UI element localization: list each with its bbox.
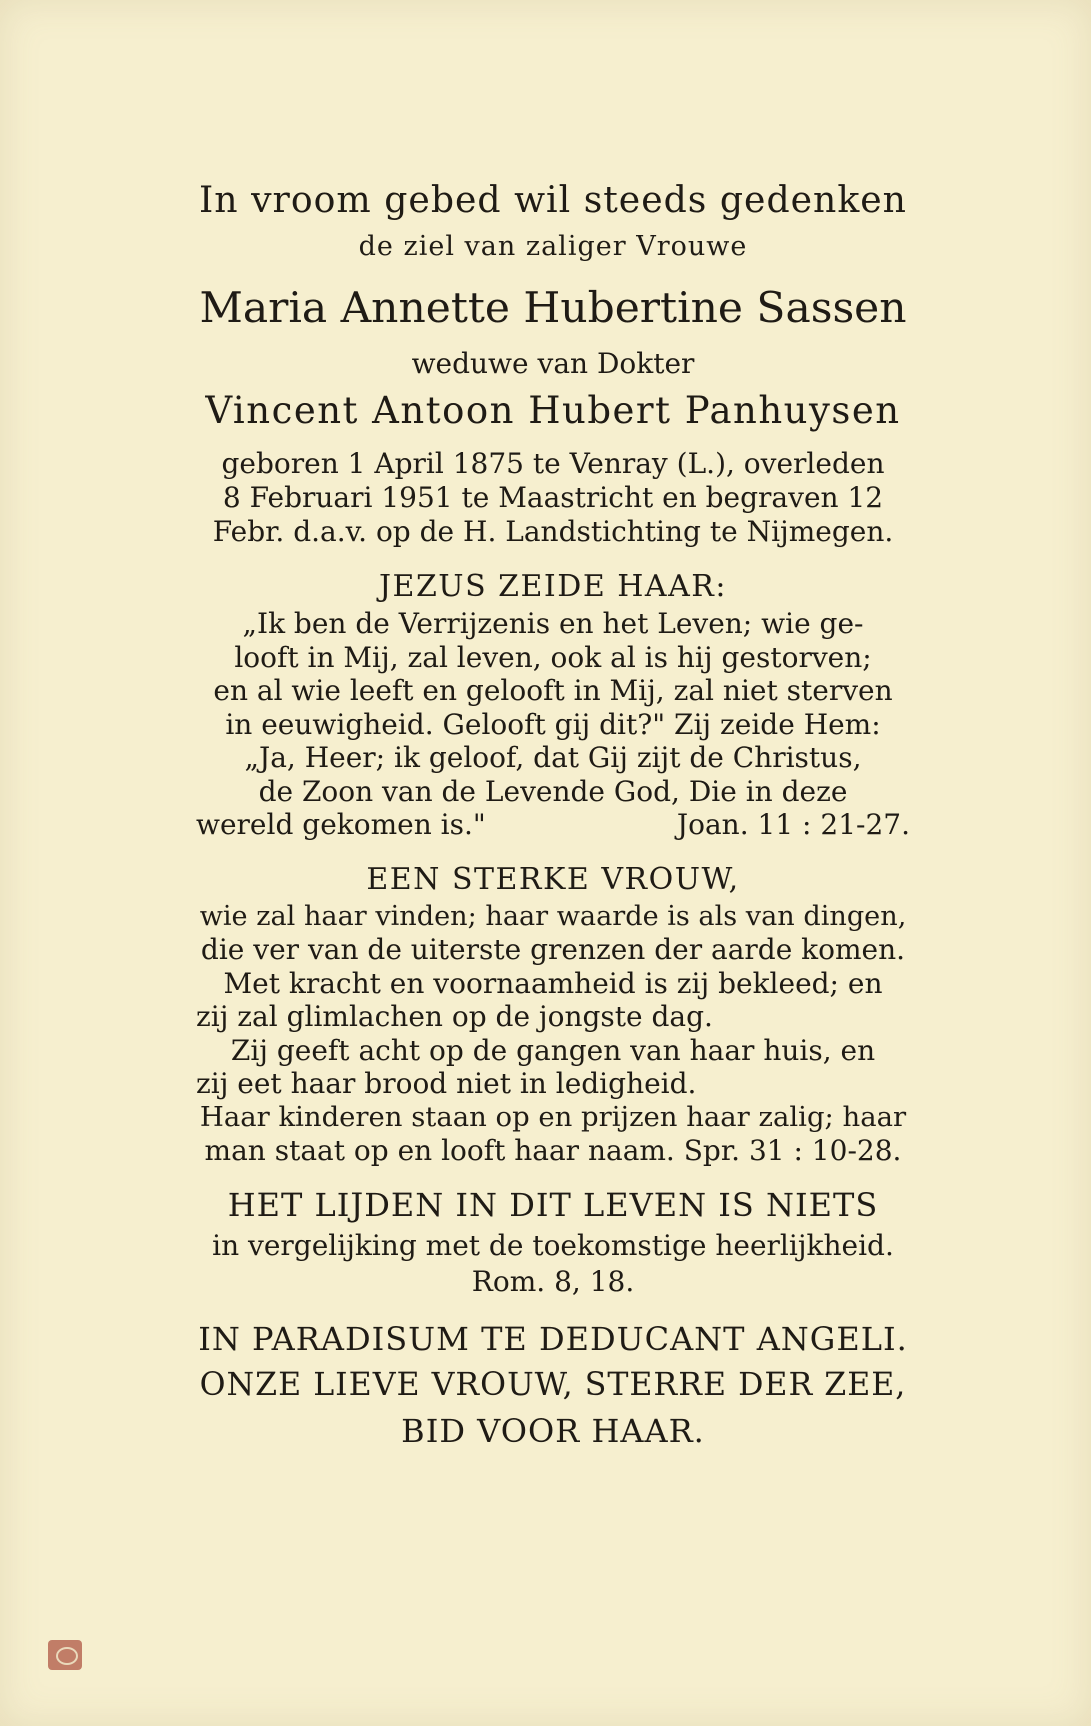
bio-line: Febr. d.a.v. op de H. Landstichting te Nijmegen.	[212, 515, 894, 548]
bio-line: 8 Februari 1951 te Maastricht en begraven 12	[222, 481, 884, 514]
closing-prayer	[196, 1316, 910, 1454]
section3-line: in vergelijking met de toekomstige heerlijkheid.	[212, 1228, 894, 1262]
collection-stamp-icon	[48, 1640, 82, 1670]
verse-line: looft in Mij, zal leven, ook al is hij gestorven;	[234, 640, 872, 674]
scripture-reference: Joan. 11 : 21-27.	[676, 808, 910, 841]
verse-line: „Ja, Heer; ik geloof, dat Gij zijt de Christus,	[244, 741, 862, 774]
verse-last-line	[196, 808, 910, 842]
verse-line: „Ik ben de Verrijzenis en het Leven; wie ge-	[242, 607, 864, 640]
verse-line: in eeuwigheid. Gelooft gij dit?" Zij zeide Hem:	[225, 707, 881, 741]
verse-line: en al wie leeft en gelooft in Mij, zal niet sterven	[213, 674, 893, 707]
intro-line: In vroom gebed wil steeds gedenken	[199, 178, 907, 221]
verse-line: wereld gekomen is."	[196, 808, 486, 841]
section2-heading: EEN STERKE VROUW,	[366, 861, 740, 897]
verse-line: zij zal glimlachen op de jongste dag.	[196, 1000, 713, 1033]
card-text	[196, 175, 910, 1454]
verse-line: Zij geeft acht op de gangen van haar huis, en	[230, 1033, 876, 1067]
closing-line: IN PARADISUM TE DEDUCANT ANGELI.	[198, 1319, 908, 1358]
verse-line: zij eet haar brood niet in ledigheid.	[196, 1067, 697, 1100]
verse-line: de Zoon van de Levende God, Die in deze	[258, 774, 848, 808]
closing-line: ONZE LIEVE VROUW, STERRE DER ZEE,	[199, 1366, 907, 1403]
deceased-name: Maria Annette Hubertine Sassen	[199, 283, 907, 332]
section1-verse	[196, 607, 910, 842]
verse-line: Met kracht en voornaamheid is zij bekleed; en	[223, 966, 883, 1000]
verse-line: wie zal haar vinden; haar waarde is als van dingen,	[199, 900, 907, 932]
scripture-reference: Rom. 8, 18.	[471, 1264, 635, 1298]
husband-name: Vincent Antoon Hubert Panhuysen	[205, 389, 901, 432]
biography	[196, 447, 910, 549]
section1-heading: JEZUS ZEIDE HAAR:	[379, 569, 727, 604]
verse-line: Haar kinderen staan op en prijzen haar zalig; haar	[199, 1100, 907, 1133]
section2-verse	[196, 900, 910, 1168]
bio-line: geboren 1 April 1875 te Venray (L.), overleden	[221, 447, 885, 480]
verse-line: die ver van de uiterste grenzen der aarde komen.	[200, 933, 906, 966]
widow-of-line: weduwe van Dokter	[411, 347, 695, 380]
closing-line: BID VOOR HAAR.	[401, 1411, 705, 1450]
verse-line: man staat op en looft haar naam. Spr. 31 : 10-28.	[204, 1134, 902, 1167]
section3-heading: HET LIJDEN IN DIT LEVEN IS NIETS	[227, 1185, 879, 1224]
subline: de ziel van zaliger Vrouwe	[358, 231, 748, 262]
